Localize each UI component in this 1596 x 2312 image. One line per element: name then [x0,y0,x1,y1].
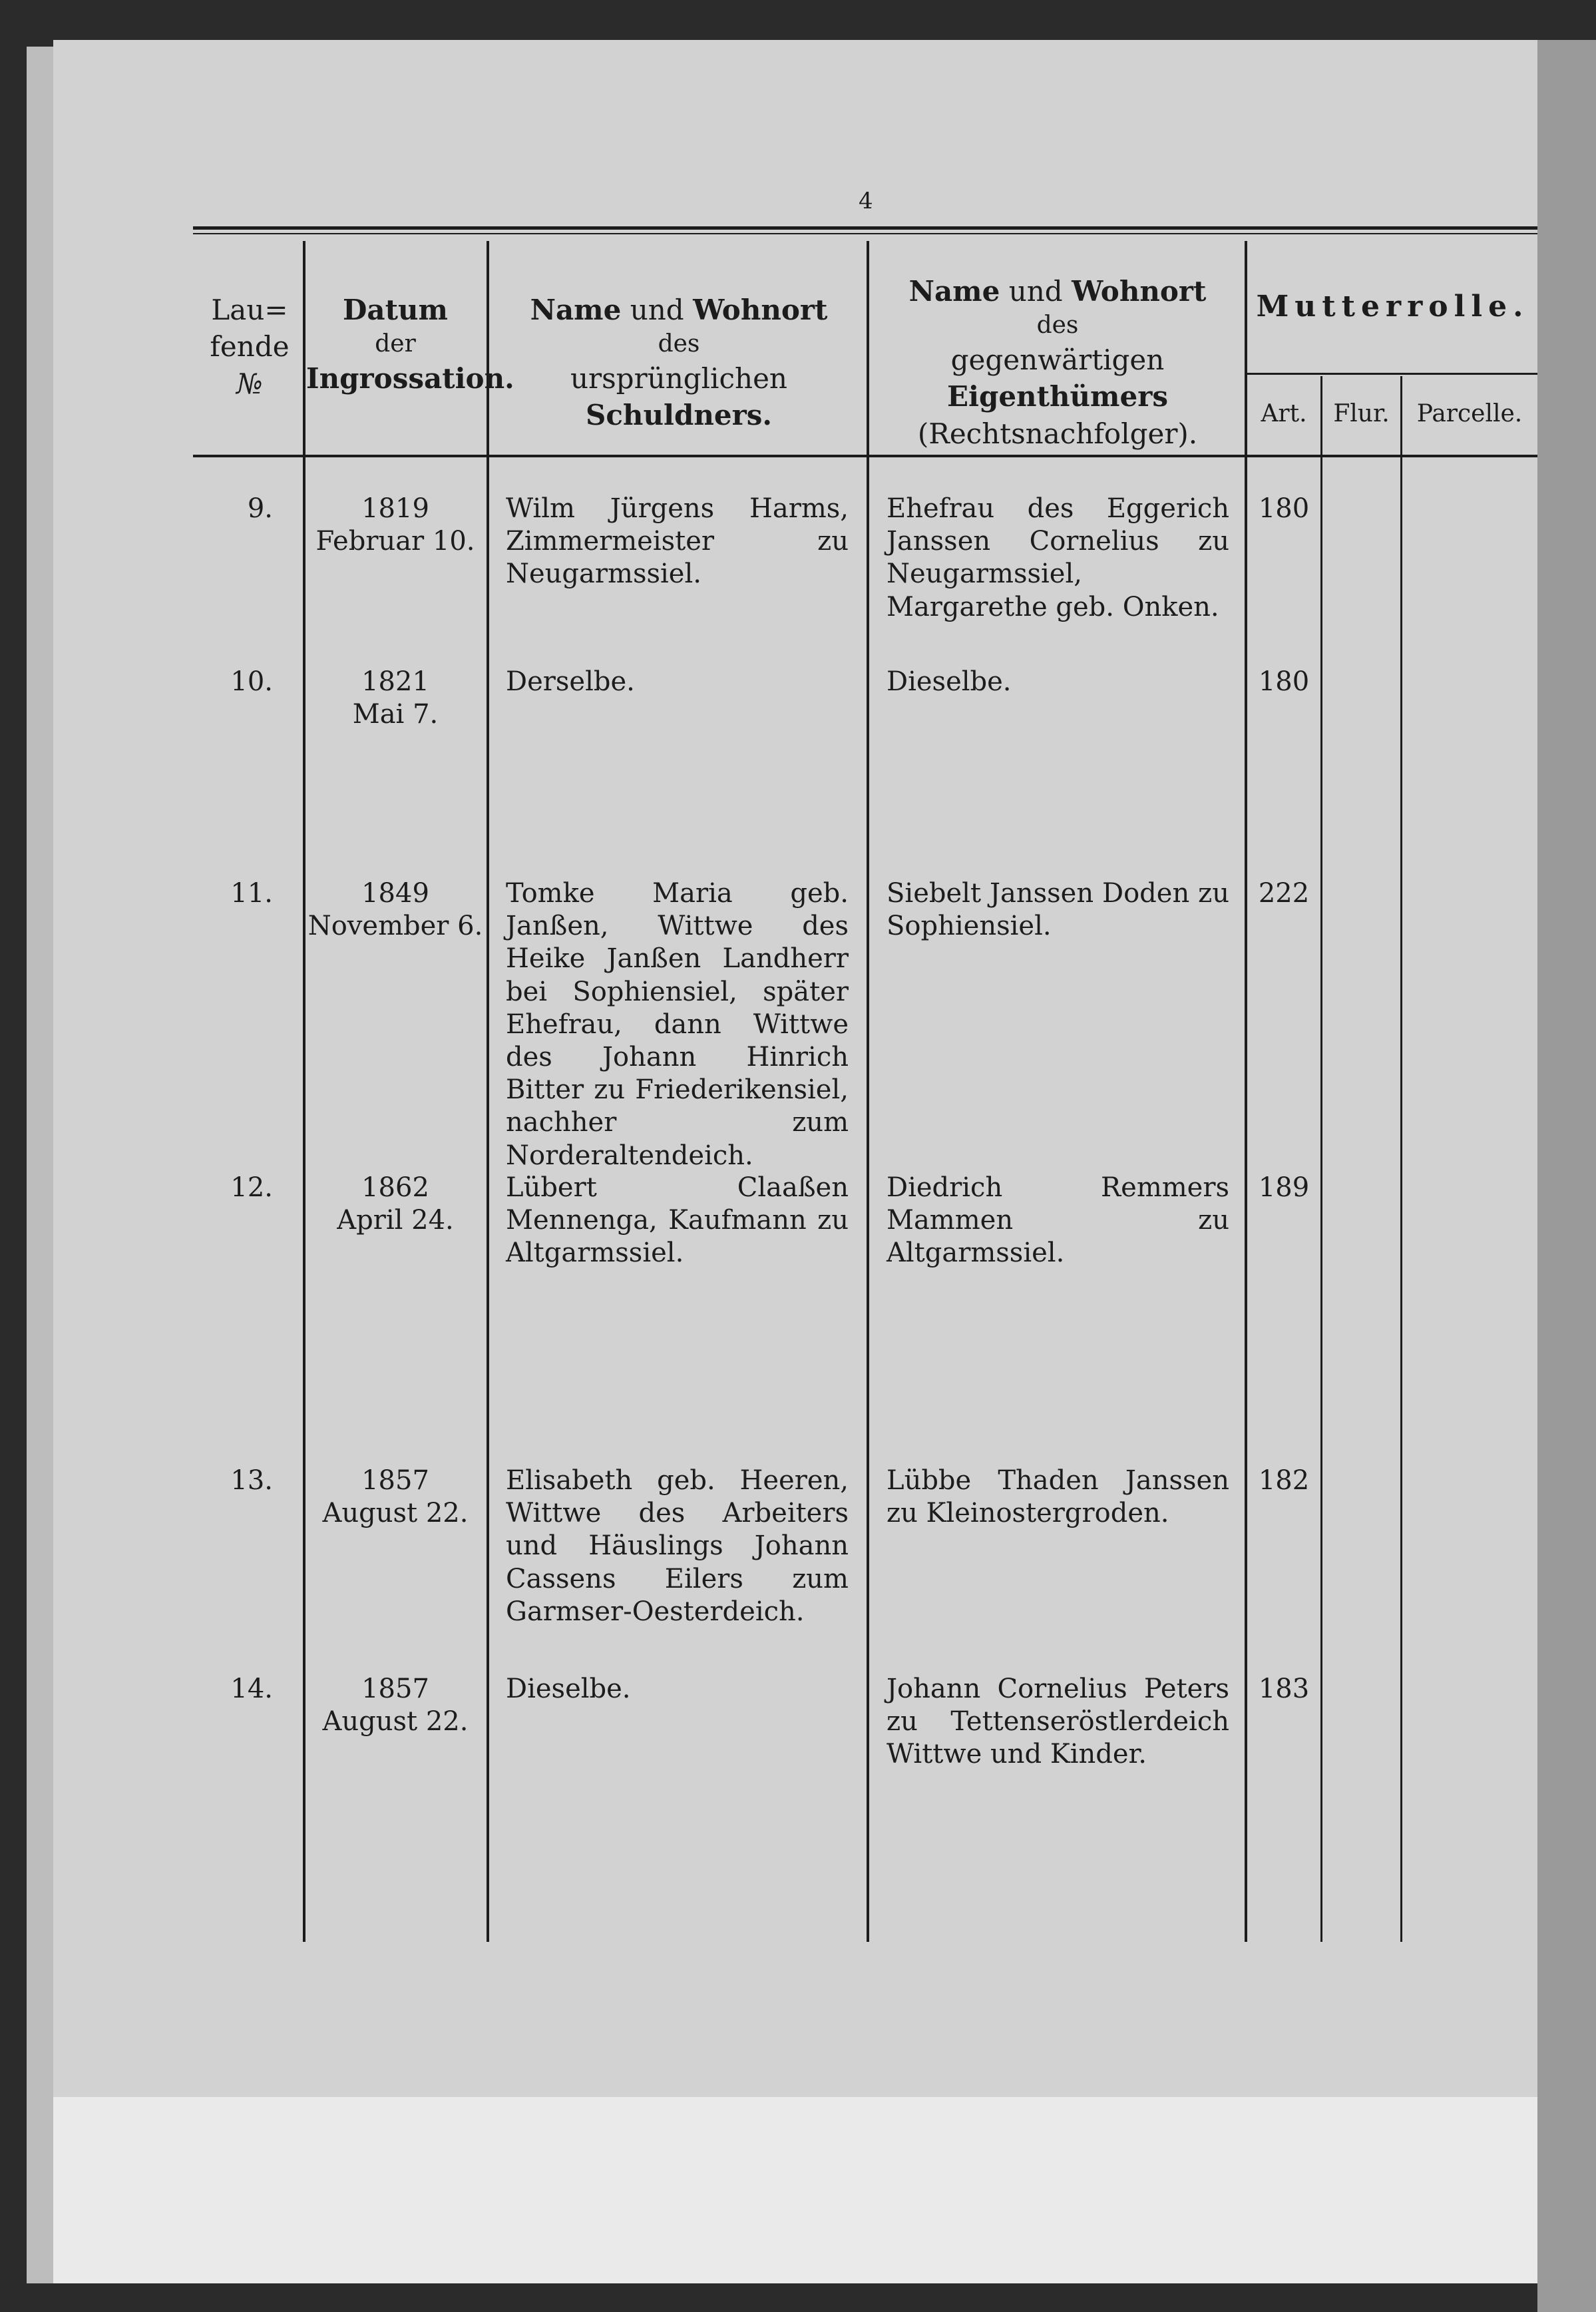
row-14-year: 1857 [361,1674,429,1704]
row-14-number: 14. [230,1674,273,1704]
header-datum-title: Datum [342,294,448,326]
row-9-day: Februar 10. [315,526,475,557]
header-urspruenglichen: ursprünglichen [570,361,787,395]
row-9-year: 1819 [361,493,429,524]
row-10-number: 10. [230,666,273,697]
page-number: 4 [859,188,873,214]
header-schuldner-name: Name [530,294,622,326]
row-12-owner: Diedrich Remmers Mammen zu Altgarmssiel. [887,1172,1229,1269]
binding-edge [1537,40,1596,2312]
header-gegenwaertigen: gegenwärtigen [950,343,1165,376]
header-eigenthuemer-wohnort: Wohnort [1072,275,1207,308]
header-schuldner-wohnort: Wohnort [693,294,828,326]
header-lau: Lau= [211,294,288,326]
row-10-owner: Dieselbe. [887,666,1012,697]
row-12-number: 12. [230,1172,273,1203]
column-rule-1 [303,241,305,1942]
row-14-owner: Johann Cornelius Peters zu Tettenseröstlerdeich Wittwe und Kinder. [887,1674,1229,1770]
row-9-owner: Ehefrau des Eggerich Janssen Cornelius zu Neugarmssiel, Margarethe geb. Onken. [887,493,1229,622]
row-13-debtor: Elisabeth geb. Heeren, Wittwe des Arbeiters und Häuslings Johann Cassens Eilers zum Garmser-Oesterdeich. [506,1465,849,1627]
header-datum [306,292,514,397]
header-schuldners: Schuldners. [586,399,772,432]
header-rechtsnachfolger: (Rechtsnachfolger). [917,417,1198,450]
row-13-art: 182 [1258,1465,1310,1496]
row-10-art: 180 [1258,666,1310,697]
row-10-debtor: Derselbe. [506,666,635,697]
column-rule-6 [1400,376,1402,1942]
header-eigenthuemers: Eigenthümers [946,380,1168,413]
row-10-day: Mai 7. [352,699,439,730]
row-14-art: 183 [1258,1674,1310,1704]
header-eigenthuemer-name: Name [908,275,1000,308]
header-der: der [375,330,416,358]
row-12-year: 1862 [361,1172,429,1203]
row-12-day: April 24. [337,1205,454,1236]
row-10-date [306,666,485,731]
column-rule-4 [1245,241,1247,1942]
header-ingrossation: Ingrossation. [306,361,514,395]
row-12-debtor: Lübert Claaßen Mennenga, Kaufmann zu Altgarmssiel. [506,1172,849,1269]
column-rule-5 [1320,376,1322,1942]
row-11-owner: Siebelt Janssen Doden zu Sophiensiel. [887,878,1229,942]
row-9-date [306,493,485,558]
header-numero: № [236,367,263,400]
row-11-debtor: Tomke Maria geb. Janßen, Wittwe des Heike Janßen Landherr bei Sophiensiel, später Ehefrau, dann Wittwe des Johann Hinrich Bitter zu Friederikensiel, nachher zum Norderaltendeich. [506,878,849,1171]
header-parcelle: Parcelle. [1416,400,1523,427]
row-10-year: 1821 [361,666,429,697]
page-lower-margin [53,2097,1537,2283]
header-bottom-rule [193,455,1537,457]
header-schuldner-und: und [630,294,684,326]
header-eigenthuemer-und: und [1008,275,1063,308]
header-schuldner [493,292,865,434]
row-9-debtor: Wilm Jürgens Harms, Zimmermeister zu Neugarmssiel. [506,493,849,590]
top-rule-thin [193,233,1537,234]
row-9-number: 9. [247,493,273,524]
top-rule [193,226,1537,230]
row-11-day: November 6. [307,911,483,942]
row-11-art: 222 [1258,878,1310,909]
column-rule-2 [487,241,489,1942]
row-13-day: August 22. [322,1498,469,1529]
row-11-number: 11. [230,878,273,909]
row-14-date [306,1673,485,1738]
row-14-debtor: Dieselbe. [506,1674,631,1704]
row-13-date [306,1465,485,1530]
header-flur: Flur. [1333,400,1390,427]
header-eigenthuemer [872,273,1243,452]
column-rule-3 [867,241,869,1942]
row-11-date [306,877,485,943]
mutterrolle-title-rule [1245,373,1537,375]
row-13-year: 1857 [361,1465,429,1496]
header-eigenthuemer-des: des [1036,312,1079,340]
header-art: Art. [1261,400,1307,427]
row-12-date [306,1172,485,1237]
row-11-year: 1849 [361,878,429,909]
header-schuldner-des: des [658,330,700,358]
row-12-art: 189 [1258,1172,1310,1203]
row-14-day: August 22. [322,1706,469,1737]
row-9-art: 180 [1258,493,1310,524]
header-fende: fende [210,330,290,363]
header-laufende-nummer [200,292,299,402]
row-13-owner: Lübbe Thaden Janssen zu Kleinostergroden. [887,1465,1229,1529]
row-13-number: 13. [230,1465,273,1496]
header-mutterrolle: Mutterrolle. [1256,290,1529,324]
